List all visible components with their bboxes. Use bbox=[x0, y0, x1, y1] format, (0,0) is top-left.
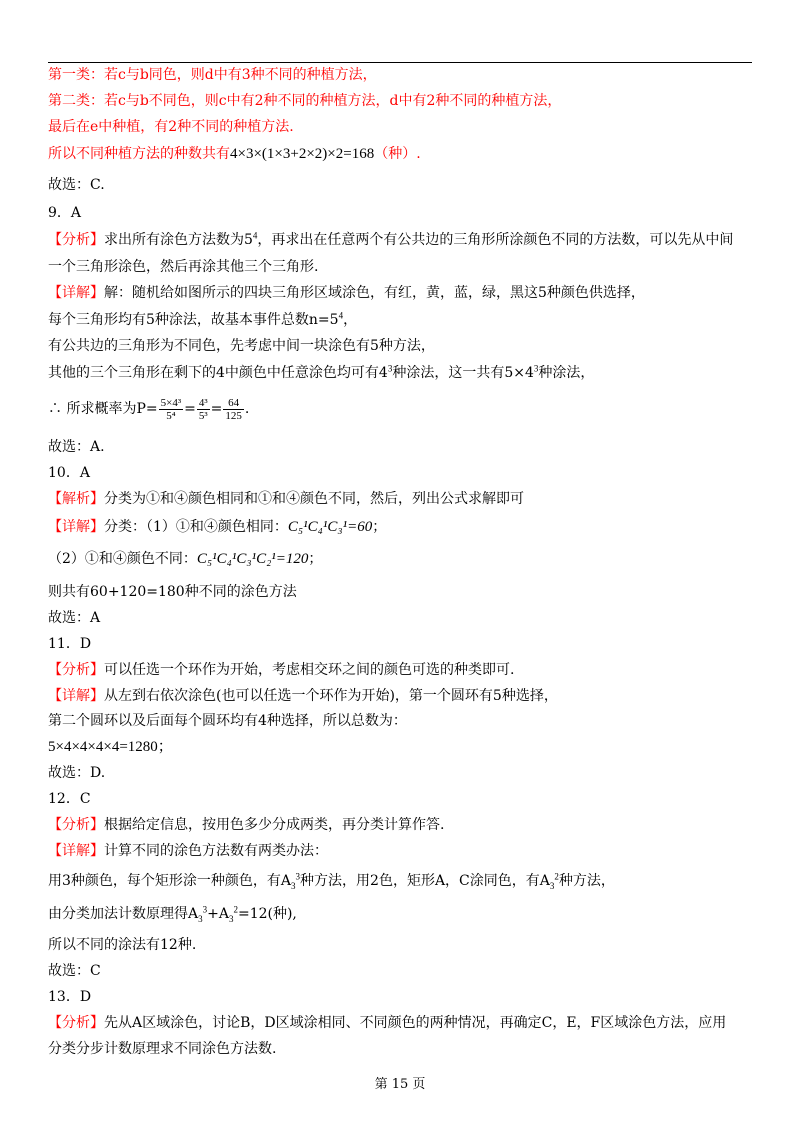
q12-detail-line-1 bbox=[48, 842, 328, 860]
question-11-answer: 11．D bbox=[48, 636, 92, 652]
question-12-answer: 12．C bbox=[48, 791, 91, 807]
q10-detail-text-2: （2）①和④颜色不同： bbox=[48, 551, 197, 567]
q13-analysis-line-2: 分类分步计数原理求不同涂色方法数. bbox=[48, 1041, 277, 1057]
q10-formula-2: C₅¹C₄¹C₃¹C₂¹=120 bbox=[196, 551, 309, 567]
answer-8: 故选：C. bbox=[48, 177, 105, 193]
q12-detail-text-3c: =12(种), bbox=[237, 906, 297, 922]
q9-analysis-line-2: 一个三角形涂色，然后再涂其他三个三角形. bbox=[48, 259, 319, 275]
q9-detail-line-2: 每个三角形均有5种涂法，故基本事件总数$n=5^4$， bbox=[48, 310, 358, 328]
q11-analysis-line bbox=[48, 661, 514, 679]
q12-detail-tag: 【详解】 bbox=[48, 843, 104, 859]
answer-12: 故选：C bbox=[48, 963, 101, 979]
q9-analysis-text-b: ，再求出在任意两个有公共边的三角形所涂颜色不同的方法数，可以先从中间 bbox=[257, 232, 734, 248]
q11-analysis-tag: 【分析】 bbox=[48, 662, 104, 678]
q12-detail-line-3: 由分类加法计数原理得$A_3^3+A_3^2=12$(种), bbox=[48, 904, 297, 924]
q12-detail-text-1: 计算不同的涂色方法数有两类办法： bbox=[104, 843, 328, 859]
q13-analysis-line-1 bbox=[48, 1014, 726, 1032]
q10-solution-tag: 【解析】 bbox=[48, 491, 104, 507]
q12-detail-text-3a: 由分类加法计数原理得A bbox=[48, 906, 199, 922]
fraction-1: $\frac{\text{5×4³}}{\text{5⁴}}$ bbox=[160, 396, 182, 422]
q9-analysis-tag: 【分析】 bbox=[48, 232, 104, 248]
question-9-answer: 9．A bbox=[48, 205, 82, 221]
q11-detail-line-1 bbox=[48, 687, 558, 705]
q10-detail-tag: 【详解】 bbox=[48, 519, 104, 535]
q9-analysis-text-a: 求出所有涂色方法数为5 bbox=[104, 232, 253, 248]
q13-analysis-text-1: 先从A区域涂色，讨论B，D区域涂相同、不同颜色的两种情况，再确定C，E，F区域涂色方法，应用 bbox=[104, 1015, 727, 1031]
q10-solution-text: 分类为①和④颜色相同和①和④颜色不同，然后，列出公式求解即可 bbox=[104, 491, 524, 507]
q12-detail-line-2: 用3种颜色，每个矩形涂一种颜色，有$A_3^3$种方法，用2色，矩形A，C涂同色，有$A_3^2$种方法， bbox=[48, 871, 615, 891]
answer-10: 故选：A bbox=[48, 610, 101, 626]
q11-analysis-text: 可以任选一个环作为开始，考虑相交环之间的颜色可选的种类即可. bbox=[104, 662, 515, 678]
q10-detail-line-1: 【详解】分类：（1）①和④颜色相同：C₅¹C₄¹C₃¹=60； bbox=[48, 519, 387, 535]
answer-11: 故选：D. bbox=[48, 765, 106, 781]
q9-probability-text: ∴ 所求概率为P= bbox=[48, 401, 158, 417]
answer-9: 故选：A. bbox=[48, 439, 105, 455]
q12-analysis-line bbox=[48, 816, 444, 834]
q9-detail-line-3: 有公共边的三角形为不同色，先考虑中间一块涂色有5种方法， bbox=[48, 338, 435, 354]
q12-analysis-text: 根据给定信息，按用色多少分成两类，再分类计算作答. bbox=[104, 817, 445, 833]
total-methods-formula: 4×3×(1×3+2×2)×2=168 bbox=[230, 146, 375, 162]
total-methods-unit: （种）. bbox=[374, 146, 421, 162]
q9-analysis-line-1: 【分析】求出所有涂色方法数为$5^4$，再求出在任意两个有公共边的三角形所涂颜色不同的方法数，可以先从中间 bbox=[48, 230, 734, 248]
q9-probability-line: ∴ 所求概率为P= $\frac{\text{5×4³}}{\text{5⁴}}$ = $\frac{\text{4³}}{\text{5³}}$ = $\frac{64}{125}$ . bbox=[48, 396, 250, 422]
q9-detail-line-1 bbox=[48, 284, 645, 302]
q10-detail-line-2: （2）①和④颜色不同：C₅¹C₄¹C₃¹C₂¹=120； bbox=[48, 551, 323, 567]
total-methods-text: 所以不同种植方法的种数共有 bbox=[48, 146, 230, 162]
header-rule bbox=[48, 62, 752, 63]
q13-analysis-tag: 【分析】 bbox=[48, 1015, 104, 1031]
q9-detail-line-4: 其他的三个三角形在剩下的4中颜色中任意涂色均可有$4^3$种涂法，这一共有$5\times 4^3$种涂法， bbox=[48, 363, 595, 381]
case-one-line: 第一类：若c与b同色，则d中有3种不同的种植方法， bbox=[48, 67, 377, 83]
case-final-line: 最后在e中种植，有2种不同的种植方法. bbox=[48, 119, 294, 135]
q11-detail-line-2: 第二个圆环以及后面每个圆环均有4种选择，所以总数为： bbox=[48, 713, 407, 729]
q11-detail-text-1: 从左到右依次涂色(也可以任选一个环作为开始)，第一个圆环有5种选择， bbox=[104, 688, 558, 704]
page-number: 第 15 页 bbox=[374, 1077, 426, 1092]
q9-detail-text-4c: 种涂法， bbox=[538, 365, 595, 381]
q10-formula-1: C₅¹C₄¹C₃¹=60 bbox=[287, 519, 373, 535]
q12-detail-line-4: 所以不同的涂法有12种. bbox=[48, 937, 197, 953]
q10-solution-line bbox=[48, 490, 524, 508]
q10-detail-text-1: 分类：（1）①和④颜色相同： bbox=[104, 519, 288, 535]
q12-detail-text-2c: 种方法， bbox=[558, 873, 615, 889]
q9-detail-text-4b: 种涂法，这一共有5×4 bbox=[392, 365, 534, 381]
question-10-answer: 10．A bbox=[48, 465, 90, 481]
q11-formula: 5×4×4×4×4=1280； bbox=[48, 739, 173, 755]
q12-analysis-tag: 【分析】 bbox=[48, 817, 104, 833]
q12-detail-text-3b: +A bbox=[207, 906, 229, 922]
q9-detail-text-1: 解：随机给如图所示的四块三角形区域涂色，有红，黄，蓝，绿，黑这5种颜色供选择， bbox=[104, 285, 645, 301]
q9-detail-text-4a: 其他的三个三角形在剩下的4中颜色中任意涂色均可有4 bbox=[48, 365, 388, 381]
q11-detail-tag: 【详解】 bbox=[48, 688, 104, 704]
q9-detail-tag: 【详解】 bbox=[48, 285, 104, 301]
total-methods-line bbox=[48, 145, 421, 163]
q12-detail-text-2b: 种方法，用2色，矩形A，C涂同色，有A bbox=[300, 873, 550, 889]
q12-detail-text-2a: 用3种颜色，每个矩形涂一种颜色，有A bbox=[48, 873, 292, 889]
q9-detail-text-2: 每个三角形均有5种涂法，故基本事件总数n=5 bbox=[48, 312, 339, 328]
question-13-answer: 13．D bbox=[48, 989, 92, 1005]
case-two-line: 第二类：若c与b不同色，则c中有2种不同的种植方法，d中有2种不同的种植方法， bbox=[48, 93, 562, 109]
fraction-3: $\frac{64}{125}$ bbox=[225, 396, 242, 422]
fraction-2: $\frac{\text{4³}}{\text{5³}}$ bbox=[198, 396, 208, 422]
q10-detail-line-3: 则共有60+120=180种不同的涂色方法 bbox=[48, 584, 297, 600]
